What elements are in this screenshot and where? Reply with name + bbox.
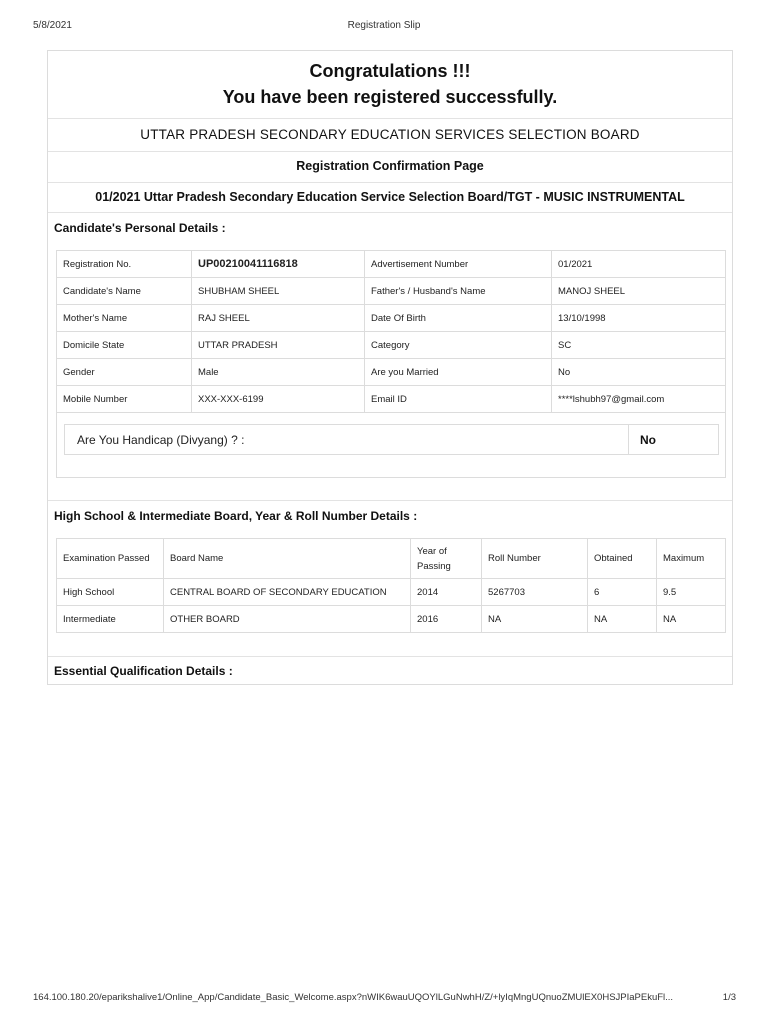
print-date: 5/8/2021 xyxy=(33,20,72,31)
label-date-of-birth: Date Of Birth xyxy=(365,305,552,332)
table-header-row xyxy=(57,539,726,579)
success-banner xyxy=(48,51,732,119)
school-details-title: High School & Intermediate Board, Year & Roll Number Details : xyxy=(54,509,418,523)
header-maximum: Maximum xyxy=(657,539,726,579)
value-date-of-birth: 13/10/1998 xyxy=(552,305,726,332)
cell-obtained: NA xyxy=(588,606,657,633)
table-row xyxy=(57,251,726,278)
value-married: No xyxy=(552,359,726,386)
cell-exam: High School xyxy=(57,579,164,606)
label-advertisement-number: Advertisement Number xyxy=(365,251,552,278)
handicap-question: Are You Handicap (Divyang) ? : xyxy=(77,433,245,447)
label-candidate-name: Candidate's Name xyxy=(57,278,192,305)
school-details-table xyxy=(56,538,726,633)
cell-maximum: NA xyxy=(657,606,726,633)
handicap-divider xyxy=(628,425,629,454)
cell-exam: Intermediate xyxy=(57,606,164,633)
handicap-answer: No xyxy=(640,433,656,447)
table-row xyxy=(57,359,726,386)
table-row xyxy=(57,305,726,332)
cell-board: OTHER BOARD xyxy=(164,606,411,633)
value-mobile-number: XXX-XXX-6199 xyxy=(192,386,365,413)
value-email-id: ****lshubh97@gmail.com xyxy=(552,386,726,413)
table-row xyxy=(57,332,726,359)
value-mother-name: RAJ SHEEL xyxy=(192,305,365,332)
handicap-box xyxy=(64,424,719,455)
label-registration-no: Registration No. xyxy=(57,251,192,278)
cell-year: 2016 xyxy=(411,606,482,633)
cell-roll: 5267703 xyxy=(482,579,588,606)
label-mobile-number: Mobile Number xyxy=(57,386,192,413)
label-email-id: Email ID xyxy=(365,386,552,413)
label-father-name: Father's / Husband's Name xyxy=(365,278,552,305)
table-row xyxy=(57,606,726,633)
cell-maximum: 9.5 xyxy=(657,579,726,606)
value-candidate-name: SHUBHAM SHEEL xyxy=(192,278,365,305)
personal-details-title: Candidate's Personal Details : xyxy=(54,221,226,235)
table-row xyxy=(57,579,726,606)
header-roll-number: Roll Number xyxy=(482,539,588,579)
value-advertisement-number: 01/2021 xyxy=(552,251,726,278)
print-title: Registration Slip xyxy=(347,20,421,31)
value-father-name: MANOJ SHEEL xyxy=(552,278,726,305)
header-examination-passed: Examination Passed xyxy=(57,539,164,579)
advertisement-line: 01/2021 Uttar Pradesh Secondary Education Service Selection Board/TGT - MUSIC INSTRUMENTAL xyxy=(48,182,732,213)
registration-slip xyxy=(47,50,733,685)
label-category: Category xyxy=(365,332,552,359)
header-obtained: Obtained xyxy=(588,539,657,579)
label-gender: Gender xyxy=(57,359,192,386)
label-domicile-state: Domicile State xyxy=(57,332,192,359)
handicap-section xyxy=(56,412,726,478)
value-category: SC xyxy=(552,332,726,359)
page-heading: Registration Confirmation Page xyxy=(48,151,732,183)
value-gender: Male xyxy=(192,359,365,386)
label-mother-name: Mother's Name xyxy=(57,305,192,332)
personal-details-table xyxy=(56,250,726,413)
label-married: Are you Married xyxy=(365,359,552,386)
print-footer-url: 164.100.180.20/eparikshalive1/Online_App/Candidate_Basic_Welcome.aspx?nWIK6wauUQOYlLGuNwhH/Z/+lyIqMngUQnuoZMUlEX0HSJPIaPEkuFl... xyxy=(33,992,674,1003)
section-divider xyxy=(48,656,732,657)
cell-obtained: 6 xyxy=(588,579,657,606)
table-row xyxy=(57,278,726,305)
congratulations-text: Congratulations !!! xyxy=(309,61,471,81)
value-domicile-state: UTTAR PRADESH xyxy=(192,332,365,359)
board-name: UTTAR PRADESH SECONDARY EDUCATION SERVICES SELECTION BOARD xyxy=(48,118,732,152)
header-year-of-passing: Year of Passing xyxy=(411,539,482,579)
print-page-number: 1/3 xyxy=(722,992,736,1003)
table-row xyxy=(57,386,726,413)
cell-year: 2014 xyxy=(411,579,482,606)
essential-qualification-title: Essential Qualification Details : xyxy=(54,664,233,678)
section-divider xyxy=(48,500,732,501)
header-board-name: Board Name xyxy=(164,539,411,579)
registered-text: You have been registered successfully. xyxy=(222,87,558,107)
cell-board: CENTRAL BOARD OF SECONDARY EDUCATION xyxy=(164,579,411,606)
value-registration-no: UP00210041116818 xyxy=(192,251,365,278)
cell-roll: NA xyxy=(482,606,588,633)
